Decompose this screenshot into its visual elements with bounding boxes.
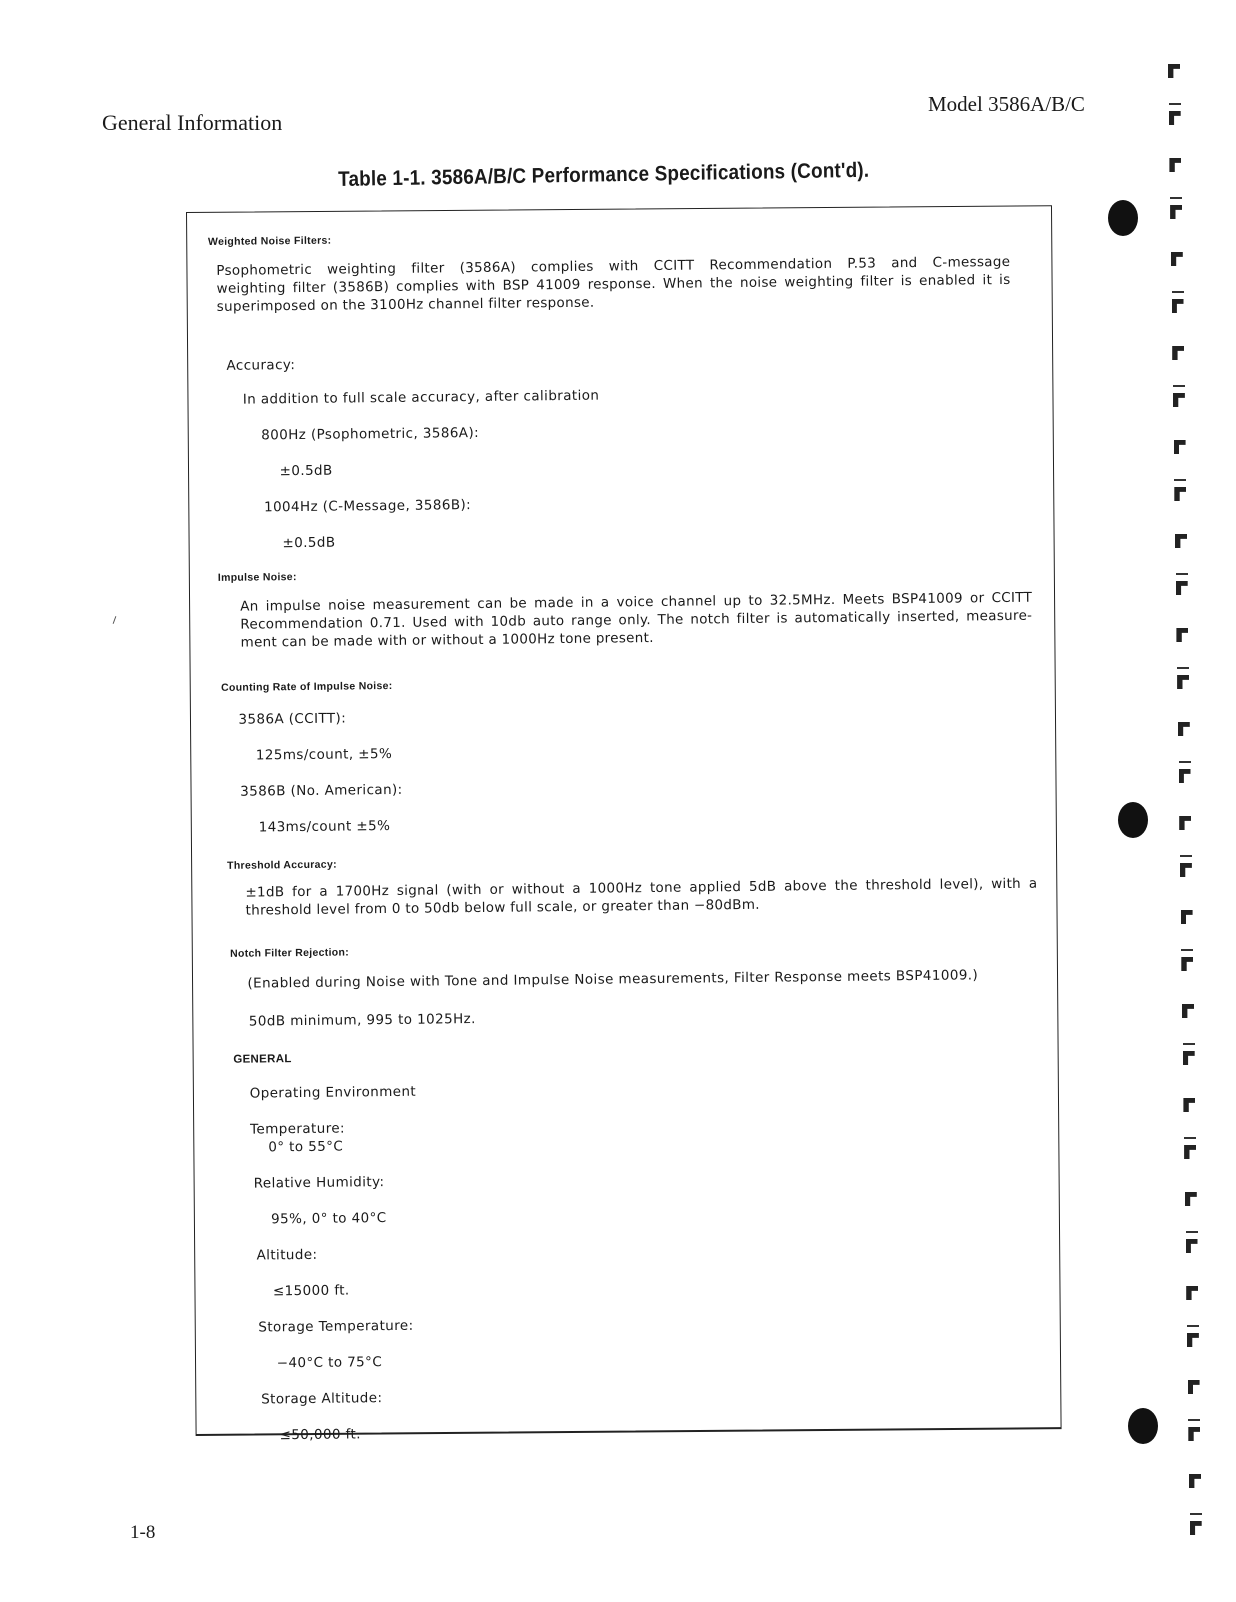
impulse-noise-line-3: ment can be made with or without a 1000Hz tone present. [240,629,654,651]
impulse-noise-line-2: Recommendation 0.71. Used with 10db auto range only. The notch filter is automatically inserted, measure- [240,607,1033,633]
ccitt-label: 3586A (CCITT): [238,710,347,728]
binding-mark [1188,1380,1200,1394]
binding-mark [1186,1239,1198,1253]
binding-dash [1187,1325,1199,1327]
binding-mark [1183,1098,1195,1112]
binding-mark [1179,769,1191,783]
accuracy-note: In addition to full scale accuracy, after calibration [242,387,600,408]
storage-temperature-label: Storage Temperature: [258,1317,414,1336]
binding-mark [1177,675,1189,689]
binding-dash [1181,949,1193,951]
binding-mark [1189,1474,1201,1488]
storage-altitude-value: ≤50,000 ft. [279,1426,361,1444]
notch-filter-note: (Enabled during Noise with Tone and Impulse Noise measurements, Filter Response meets BSP41009.) [247,967,979,992]
impulse-noise-line-1: An impulse noise measurement can be made in a voice channel up to 32.5MHz. Meets BSP41009 or CCITT [240,589,1033,615]
binding-mark [1182,1004,1194,1018]
binding-mark [1185,1192,1197,1206]
binding-mark [1184,1145,1196,1159]
notch-filter-value: 50dB minimum, 995 to 1025Hz. [248,1011,476,1030]
notch-filter-heading: Notch Filter Rejection: [230,946,350,960]
section-title: General Information [102,110,283,135]
binding-mark [1173,393,1185,407]
threshold-accuracy-description [245,875,1037,920]
binding-dash [1180,855,1192,857]
binding-dash [1179,761,1191,763]
temperature-value: 0° to 55°C [268,1138,344,1156]
psophometric-label: 800Hz (Psophometric, 3586A): [261,424,480,444]
storage-temperature-value: −40°C to 75°C [276,1354,383,1372]
punch-hole-1 [1108,200,1138,236]
binding-mark [1169,158,1181,172]
north-american-value: 143ms/count ±5% [258,817,391,836]
page-number: 1-8 [130,1522,156,1543]
binding-dash [1172,291,1184,293]
binding-mark [1188,1427,1200,1441]
binding-mark [1187,1333,1199,1347]
threshold-line-1: ±1dB for a 1700Hz signal (with or without a 1000Hz tone applied 5dB above the threshold level), with a [245,875,1038,901]
binding-dash [1188,1419,1200,1421]
table-title: Table 1-1. 3586A/B/C Performance Specifications (Cont'd). [338,158,870,191]
altitude-value: ≤15000 ft. [272,1282,350,1300]
north-american-label: 3586B (No. American): [240,781,403,800]
humidity-value: 95%, 0° to 40°C [271,1210,387,1228]
impulse-noise-description [240,589,1033,652]
counting-rate-heading: Counting Rate of Impulse Noise: [221,679,393,694]
weighted-noise-heading: Weighted Noise Filters: [207,234,332,249]
ccitt-value: 125ms/count, ±5% [255,745,393,764]
binding-dash [1190,1513,1202,1515]
model-label: Model 3586A/B/C [928,92,1085,116]
binding-dash [1186,1231,1198,1233]
c-message-label: 1004Hz (C-Message, 3586B): [263,497,472,516]
scanned-binding-edge [1150,50,1210,1590]
punch-hole-3 [1128,1408,1158,1444]
weighted-noise-description [216,253,1011,316]
binding-mark [1176,628,1188,642]
binding-mark [1176,581,1188,595]
binding-dash [1176,573,1188,575]
humidity-label: Relative Humidity: [253,1174,385,1192]
c-message-value: ±0.5dB [282,534,336,552]
binding-dash [1169,103,1181,105]
binding-mark [1190,1521,1202,1535]
weighted-noise-line-1: Psophometric weighting filter (3586A) complies with CCITT Recommendation P.53 and C-message [216,253,1011,279]
binding-dash [1177,667,1189,669]
binding-mark [1169,111,1181,125]
binding-mark [1186,1286,1198,1300]
binding-mark [1172,299,1184,313]
binding-dash [1173,385,1185,387]
binding-dash [1184,1137,1196,1139]
binding-mark [1175,534,1187,548]
binding-mark [1178,722,1190,736]
storage-altitude-label: Storage Altitude: [261,1390,383,1408]
binding-dash [1170,197,1182,199]
impulse-noise-heading: Impulse Noise: [217,571,297,584]
general-heading: GENERAL [233,1053,292,1066]
altitude-label: Altitude: [256,1246,318,1264]
binding-mark [1171,252,1183,266]
weighted-noise-line-2: weighting filter (3586B) complies with BSP 41009 response. When the noise weighting filter is enabled it is [216,271,1011,297]
weighted-noise-line-3: superimposed on the 3100Hz channel filter response. [216,294,595,315]
binding-dash [1174,479,1186,481]
threshold-accuracy-heading: Threshold Accuracy: [227,858,337,872]
binding-mark [1174,440,1186,454]
binding-mark [1172,346,1184,360]
threshold-line-2: threshold level from 0 to 50db below full scale, or greater than −80dBm. [245,896,760,919]
binding-mark [1181,910,1193,924]
binding-mark [1170,205,1182,219]
accuracy-label: Accuracy: [226,357,296,374]
operating-environment-label: Operating Environment [249,1083,417,1102]
binding-mark [1181,957,1193,971]
binding-mark [1183,1051,1195,1065]
binding-mark [1179,816,1191,830]
binding-mark [1180,863,1192,877]
psophometric-value: ±0.5dB [279,462,333,480]
binding-mark [1168,64,1180,78]
punch-hole-2 [1118,802,1148,838]
temperature-label: Temperature: [250,1120,346,1138]
binding-dash [1183,1043,1195,1045]
binding-mark [1174,487,1186,501]
